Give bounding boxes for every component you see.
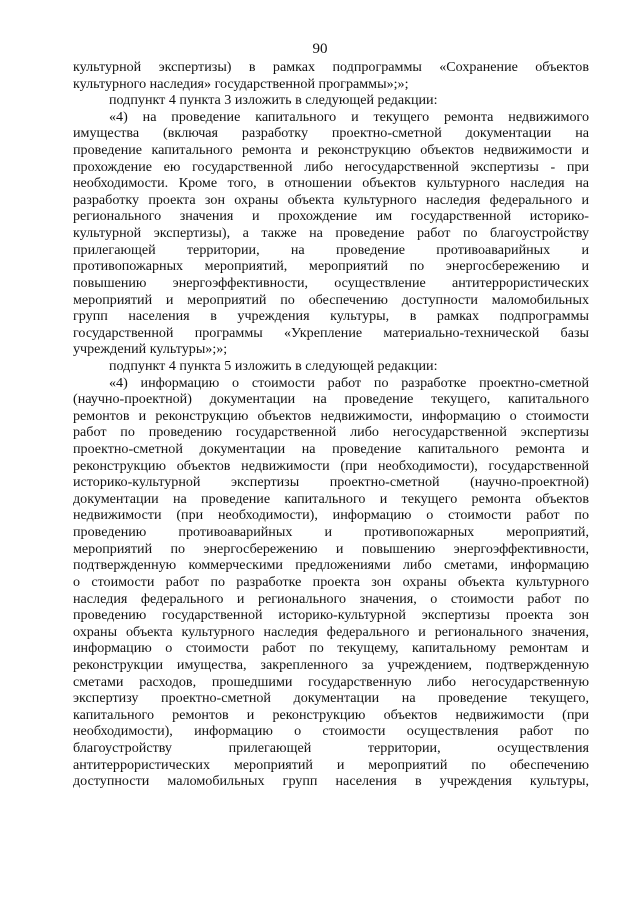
text-line: экспертизу проектно-сметной документации на проведение текущего, bbox=[73, 690, 589, 707]
text-line: подпункт 4 пункта 3 изложить в следующей редакции: bbox=[109, 92, 438, 109]
text-line: наследия федерального и регионального значения, о стоимости работ по bbox=[73, 590, 589, 607]
text-line: культурной экспертизы), а также на проведение работ по благоустройству bbox=[73, 225, 589, 242]
text-line: повышению энергоэффективности, осуществление антитеррористических bbox=[73, 274, 589, 291]
text-line: сметами расходов, прошедшими государственную либо негосударственную bbox=[73, 673, 589, 690]
text-line: проведению противоаварийных и противопожарных мероприятий, bbox=[73, 524, 589, 541]
text-line: групп населения в учреждения культуры, в рамках подпрограммы bbox=[73, 308, 589, 325]
text-line: прилегающей территории, на проведение противоаварийных и bbox=[73, 241, 589, 258]
text-line: прохождение ею государственной либо негосударственной экспертизы - при bbox=[73, 158, 589, 175]
text-line: мероприятий и мероприятий по обеспечению доступности маломобильных bbox=[73, 291, 589, 308]
text-line: имущества (включая разработку проектно-сметной документации на bbox=[73, 125, 589, 142]
text-line: необходимости), информацию о стоимости осуществления работ по bbox=[73, 723, 589, 740]
text-line: культурной экспертизы) в рамках подпрограммы «Сохранение объектов bbox=[73, 59, 589, 75]
text-line: «4) на проведение капитального и текущего ремонта недвижимого bbox=[109, 108, 589, 125]
text-line: проведение капитального ремонта и реконструкцию объектов недвижимости и bbox=[73, 142, 589, 159]
page-number: 90 bbox=[312, 41, 328, 57]
text-line: государственной программы «Укрепление материально-технической базы bbox=[73, 324, 589, 341]
text-line: доступности маломобильных групп населения в учреждения культуры, bbox=[73, 773, 589, 790]
text-line: работ по проведению государственной либо негосударственной экспертизы bbox=[73, 424, 589, 441]
text-line: проектно-сметной документации на проведение капитального ремонта и bbox=[73, 441, 589, 458]
text-line: (научно-проектной) документации на проведение текущего, капитального bbox=[73, 391, 589, 408]
text-line: благоустройству прилегающей территории, осуществления bbox=[73, 739, 589, 756]
text-line: историко-культурной экспертизы проектно-сметной (научно-проектной) bbox=[73, 474, 589, 491]
text-line: охраны объекта культурного наследия федерального и регионального значения, bbox=[73, 623, 589, 640]
text-line: капитального ремонтов и реконструкцию объектов недвижимости (при bbox=[73, 706, 589, 723]
text-line: реконструкцию объектов недвижимости (при необходимости), государственной bbox=[73, 457, 589, 474]
text-line: реконструкции имущества, закрепленного за учреждением, подтвержденную bbox=[73, 656, 589, 673]
text-line: ремонтов и реконструкцию объектов недвижимости, информацию о стоимости bbox=[73, 407, 589, 424]
text-line: информацию о стоимости работ по текущему, капитальному ремонтам и bbox=[73, 640, 589, 657]
text-line: подпункт 4 пункта 5 изложить в следующей редакции: bbox=[109, 357, 438, 374]
text-line: мероприятий по энергосбережению и повышению энергоэффективности, bbox=[73, 540, 589, 557]
text-line: разработку проекта зон охраны объекта культурного наследия федерального и bbox=[73, 191, 589, 208]
text-line: проведению государственной историко-культурной экспертизы проекта зон bbox=[73, 607, 589, 624]
text-line: «4) информацию о стоимости работ по разработке проектно-сметной bbox=[109, 374, 589, 391]
text-line: о стоимости работ по разработке проекта зон охраны объекта культурного bbox=[73, 573, 589, 590]
text-line: противопожарных мероприятий, мероприятий по энергосбережению и bbox=[73, 258, 589, 275]
text-line: необходимости. Кроме того, в отношении объектов культурного наследия на bbox=[73, 175, 589, 192]
text-line: подтвержденную коммерческими предложениями либо сметами, информацию bbox=[73, 557, 589, 574]
text-line: учреждений культуры»;»; bbox=[73, 341, 228, 358]
text-line: документации на проведение капитального и текущего ремонта объектов bbox=[73, 490, 589, 507]
text-line: антитеррористических мероприятий и мероприятий по обеспечению bbox=[73, 756, 589, 773]
text-line: регионального значения и прохождение им государственной историко- bbox=[73, 208, 589, 225]
text-line: культурного наследия» государственной программы»;»; bbox=[73, 75, 409, 92]
document-body bbox=[73, 59, 589, 790]
text-line: недвижимости (при необходимости), информацию о стоимости работ по bbox=[73, 507, 589, 524]
